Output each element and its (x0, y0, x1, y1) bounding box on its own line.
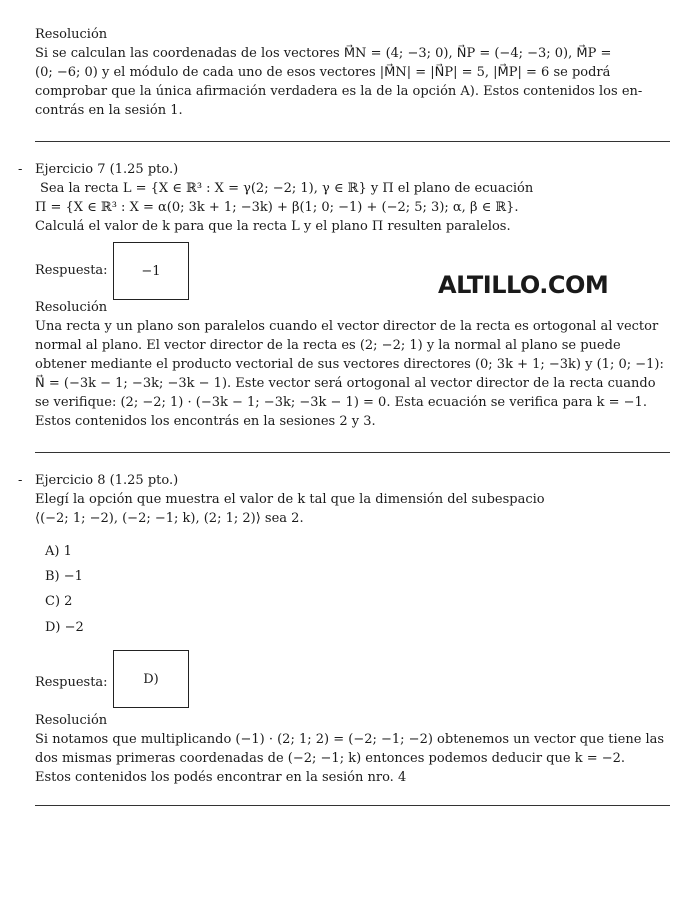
exercise-statement (35, 490, 671, 528)
section-divider (35, 452, 670, 453)
exercise-title (18, 471, 178, 490)
list-dash: - (18, 162, 23, 177)
resolution-text (35, 44, 671, 120)
option-d: D) −2 (45, 620, 84, 635)
list-dash: - (18, 473, 23, 488)
resolution-heading: Resolución (35, 27, 108, 42)
exercise-title (18, 160, 178, 179)
text-line: (0; −6; 0) y el módulo de cada uno de esos vectores |M⃗N| = |N⃗P| = 5, |M⃗P| = 6 se podrá (35, 65, 611, 80)
exercise-title-text: Ejercicio 7 (1.25 pto.) (35, 162, 179, 177)
text-line: Estos contenidos los podés encontrar en la sesión nro. 4 (35, 770, 407, 785)
answer-label: Respuesta: (35, 675, 108, 690)
section-divider (35, 141, 670, 142)
exercise-title-text: Ejercicio 8 (1.25 pto.) (35, 473, 179, 488)
text-line: contrás en la sesión 1. (35, 103, 183, 118)
answer-value: −1 (141, 263, 161, 279)
resolution-text (35, 730, 671, 787)
answer-box (113, 650, 189, 708)
text-line: Calculá el valor de k para que la recta L y el plano Π resulten paralelos. (35, 219, 511, 234)
text-line: Sea la recta L = {X ∈ ℝ³ : X = γ(2; −2; 1), γ ∈ ℝ} y Π el plano de ecuación (40, 181, 534, 196)
text-line: obtener mediante el producto vectorial de sus vectores directores (0; 3k + 1; −3k) y (1; 0; −1): (35, 357, 664, 372)
text-line: ⟨(−2; 1; −2), (−2; −1; k), (2; 1; 2)⟩ sea 2. (35, 511, 304, 526)
resolution-heading: Resolución (35, 300, 108, 315)
section-divider (35, 805, 670, 806)
text-line: Si notamos que multiplicando (−1) · (2; 1; 2) = (−2; −1; −2) obtenemos un vector que tiene las (35, 732, 665, 747)
text-line: N⃗ = (−3k − 1; −3k; −3k − 1). Este vector será ortogonal al vector director de la recta cuando (35, 376, 656, 391)
answer-label: Respuesta: (35, 263, 108, 278)
text-line: Π = {X ∈ ℝ³ : X = α(0; 3k + 1; −3k) + β(1; 0; −1) + (−2; 5; 3); α, β ∈ ℝ}. (35, 200, 519, 215)
text-line: normal al plano. El vector director de la recta es (2; −2; 1) y la normal al plano se puede (35, 338, 621, 353)
option-a: A) 1 (45, 544, 72, 559)
option-c: C) 2 (45, 594, 73, 609)
text-line: dos mismas primeras coordenadas de (−2; −1; k) entonces podemos deducir que k = −2. (35, 751, 626, 766)
text-line: comprobar que la única afirmación verdadera es la de la opción A). Estos contenidos los en- (35, 84, 643, 99)
answer-box (113, 242, 189, 300)
text-line: Si se calculan las coordenadas de los vectores M⃗N = (4; −3; 0), N⃗P = (−4; −3; 0), M⃗P = (35, 46, 612, 61)
option-b: B) −1 (45, 569, 83, 584)
resolution-heading: Resolución (35, 713, 108, 728)
resolution-text (35, 317, 671, 431)
text-line: Estos contenidos los encontrás en la sesiones 2 y 3. (35, 414, 376, 429)
watermark-logo: ALTILLO.COM (438, 271, 609, 299)
text-line: se verifique: (2; −2; 1) · (−3k − 1; −3k; −3k − 1) = 0. Esta ecuación se verifica para k = −1. (35, 395, 647, 410)
text-line: Una recta y un plano son paralelos cuando el vector director de la recta es ortogonal al vector (35, 319, 659, 334)
text-line: Elegí la opción que muestra el valor de k tal que la dimensión del subespacio (35, 492, 545, 507)
exercise-statement (35, 179, 671, 236)
answer-value: D) (143, 671, 159, 687)
